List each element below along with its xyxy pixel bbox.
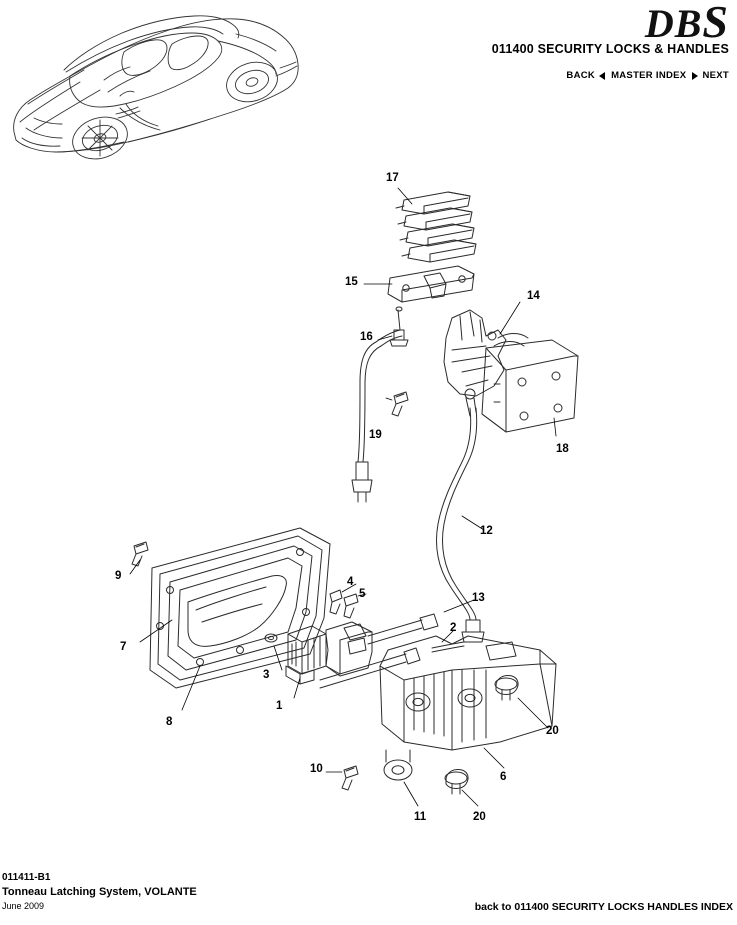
callout-1: 1 — [276, 700, 283, 712]
callout-2: 2 — [450, 622, 457, 634]
part-18-mounting-plate — [482, 340, 578, 432]
part-9-screw — [132, 542, 148, 566]
callout-9: 9 — [115, 570, 122, 582]
callout-13: 13 — [472, 592, 485, 604]
callout-5: 5 — [359, 588, 366, 600]
callout-7: 7 — [120, 641, 127, 653]
callout-8: 8 — [166, 716, 173, 728]
callout-20-upper: 20 — [546, 725, 559, 737]
part-14-latch-body — [444, 310, 528, 416]
callout-17: 17 — [386, 172, 399, 184]
brand-logo — [644, 0, 729, 47]
callout-16: 16 — [360, 331, 373, 343]
footer-back-link[interactable]: back to 011400 SECURITY LOCKS HANDLES INDEX — [474, 901, 733, 913]
callout-3: 3 — [263, 669, 270, 681]
part-15-bracket — [388, 266, 474, 302]
nav-next-button[interactable] — [692, 70, 729, 81]
callout-19: 19 — [369, 429, 382, 441]
brand-logo-db: DB — [644, 1, 703, 46]
part-10-screw — [342, 766, 358, 790]
callout-12: 12 — [480, 525, 493, 537]
nav-back-label: BACK — [566, 70, 596, 81]
callout-4: 4 — [347, 576, 354, 588]
callout-18: 18 — [556, 443, 569, 455]
part-17-shims — [396, 192, 476, 262]
header-navigation — [566, 70, 729, 81]
part-12-cable — [432, 408, 484, 652]
exploded-parts-diagram — [0, 150, 737, 840]
nav-next-label: NEXT — [702, 70, 729, 81]
triangle-left-icon — [599, 72, 605, 80]
drawing-date: June 2009 — [2, 901, 45, 911]
part-16-pin — [390, 307, 408, 346]
callout-10: 10 — [310, 763, 323, 775]
callout-15: 15 — [345, 276, 358, 288]
part-1-motor-assembly — [286, 590, 438, 688]
nav-back-button[interactable] — [566, 70, 605, 81]
brand-logo-s: S — [702, 0, 729, 47]
drawing-code: 011411-B1 — [2, 872, 51, 883]
nav-master-index-button[interactable] — [611, 70, 686, 81]
callout-6: 6 — [500, 771, 507, 783]
page-title: 011400 SECURITY LOCKS & HANDLES — [491, 42, 729, 56]
part-7-frame-panel — [150, 528, 330, 688]
triangle-right-icon — [692, 72, 698, 80]
part-19-screw — [392, 392, 408, 416]
callout-14: 14 — [527, 290, 540, 302]
callout-20-lower: 20 — [473, 811, 486, 823]
drawing-title: Tonneau Latching System, VOLANTE — [2, 886, 197, 898]
part-16-cable — [352, 330, 402, 502]
callout-11: 11 — [414, 811, 427, 823]
footer-left-block — [2, 871, 197, 913]
leader-lines — [130, 188, 556, 806]
nav-master-index-label: MASTER INDEX — [611, 70, 687, 81]
